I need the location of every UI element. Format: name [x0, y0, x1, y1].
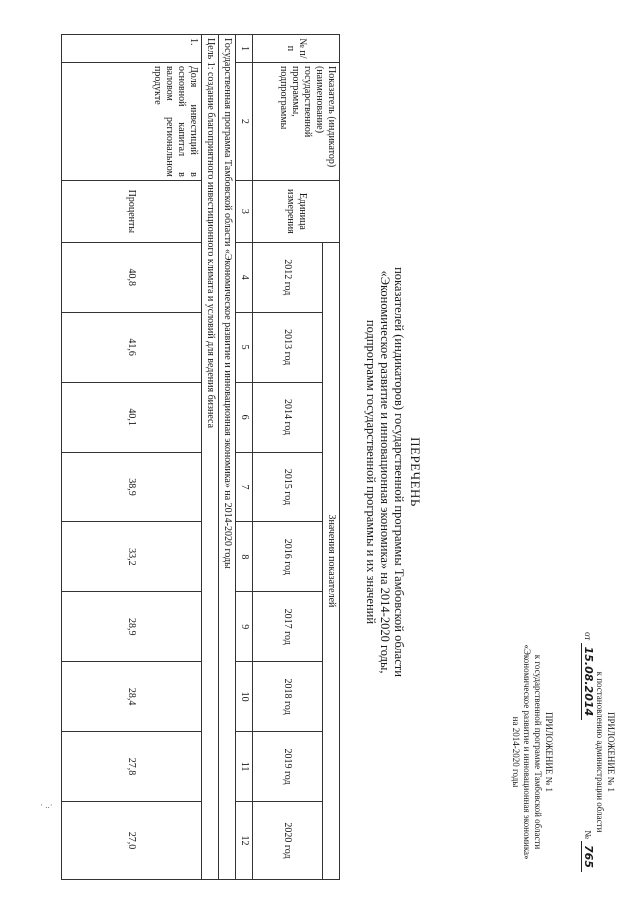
column-number: 9 — [236, 592, 253, 662]
indicators-table — [61, 34, 340, 880]
row-value: 28,4 — [62, 662, 202, 732]
appendix-decree-from: от — [583, 632, 593, 641]
appendix-decree-date: 15.08.2014 — [581, 643, 595, 721]
column-number: 12 — [236, 801, 253, 879]
header-unit: Единица измерения — [253, 180, 340, 242]
column-number: 7 — [236, 452, 253, 522]
row-value: 27,8 — [62, 732, 202, 802]
column-number: 3 — [236, 180, 253, 242]
row-value: 33,2 — [62, 522, 202, 592]
appendix-decree-title: ПРИЛОЖЕНИЕ № 1 — [606, 711, 616, 793]
header-year: 2013 год — [253, 312, 323, 382]
row-value: 40,1 — [62, 382, 202, 452]
row-indicator: Доля инвестиций в основной капитал в валовом региональном продукте — [62, 62, 202, 180]
row-value: 27,0 — [62, 801, 202, 879]
appendix-program-line1: к государственной программе Тамбовской области — [533, 654, 543, 850]
program-row: Государственная программа Тамбовской области «Экономическое развитие и инновационная экономика» на 2014-2020 годы — [219, 35, 236, 880]
margin-mark: · ..· — [40, 800, 53, 810]
appendix-decree-block — [582, 632, 616, 872]
goal-row: Цель 1: создание благоприятного инвестиционного климата и условий для ведения бизнеса — [202, 35, 219, 880]
row-unit: Проценты — [62, 180, 202, 242]
row-no: 1. — [62, 35, 202, 63]
column-number-row — [236, 35, 253, 880]
appendix-program-line3: на 2014-2020 годы — [511, 716, 521, 788]
column-number: 1 — [236, 35, 253, 63]
header-values-group: Значения показателей — [323, 242, 340, 879]
heading-line2: «Экономическое развитие и инновационная экономика» на 2014-2020 годы, — [378, 270, 392, 674]
header-year: 2019 год — [253, 732, 323, 802]
appendix-program-title: ПРИЛОЖЕНИЕ № 1 — [544, 711, 554, 793]
table-row — [62, 35, 202, 880]
header-indicator: Показатель (индикатор) (наименование) государственной программы, подпрограммы — [253, 62, 340, 180]
row-value: 28,9 — [62, 592, 202, 662]
appendix-program-block — [510, 632, 554, 872]
header-year: 2016 год — [253, 522, 323, 592]
header-year: 2020 год — [253, 801, 323, 879]
appendix-decree-line: к постановлению администрации области — [595, 671, 605, 833]
column-number: 5 — [236, 312, 253, 382]
appendix-program-line2: «Экономическое развитие и инновационная экономика» — [522, 644, 532, 860]
appendix-decree-number: 765 — [581, 841, 595, 872]
rotated-document — [10, 12, 630, 892]
header-year: 2018 год — [253, 662, 323, 732]
appendix-decree-no-label: № — [583, 830, 593, 839]
row-value: 41,6 — [62, 312, 202, 382]
header-year: 2012 год — [253, 242, 323, 312]
header-no: № п/п — [253, 35, 340, 63]
column-number: 2 — [236, 62, 253, 180]
column-number: 4 — [236, 242, 253, 312]
header-year: 2017 год — [253, 592, 323, 662]
column-number: 11 — [236, 732, 253, 802]
header-year: 2014 год — [253, 382, 323, 452]
row-value: 40,8 — [62, 242, 202, 312]
row-value: 38,9 — [62, 452, 202, 522]
heading-line3: подпрограмм государственной программы и их значений — [364, 319, 378, 625]
header-year: 2015 год — [253, 452, 323, 522]
column-number: 8 — [236, 522, 253, 592]
document-heading — [364, 122, 422, 822]
column-number: 6 — [236, 382, 253, 452]
heading-main: ПЕРЕЧЕНЬ — [408, 437, 423, 507]
heading-line1: показателей (индикаторов) государственной программы Тамбовской области — [392, 267, 406, 677]
column-number: 10 — [236, 662, 253, 732]
appendix-decree-date-row — [582, 632, 594, 872]
